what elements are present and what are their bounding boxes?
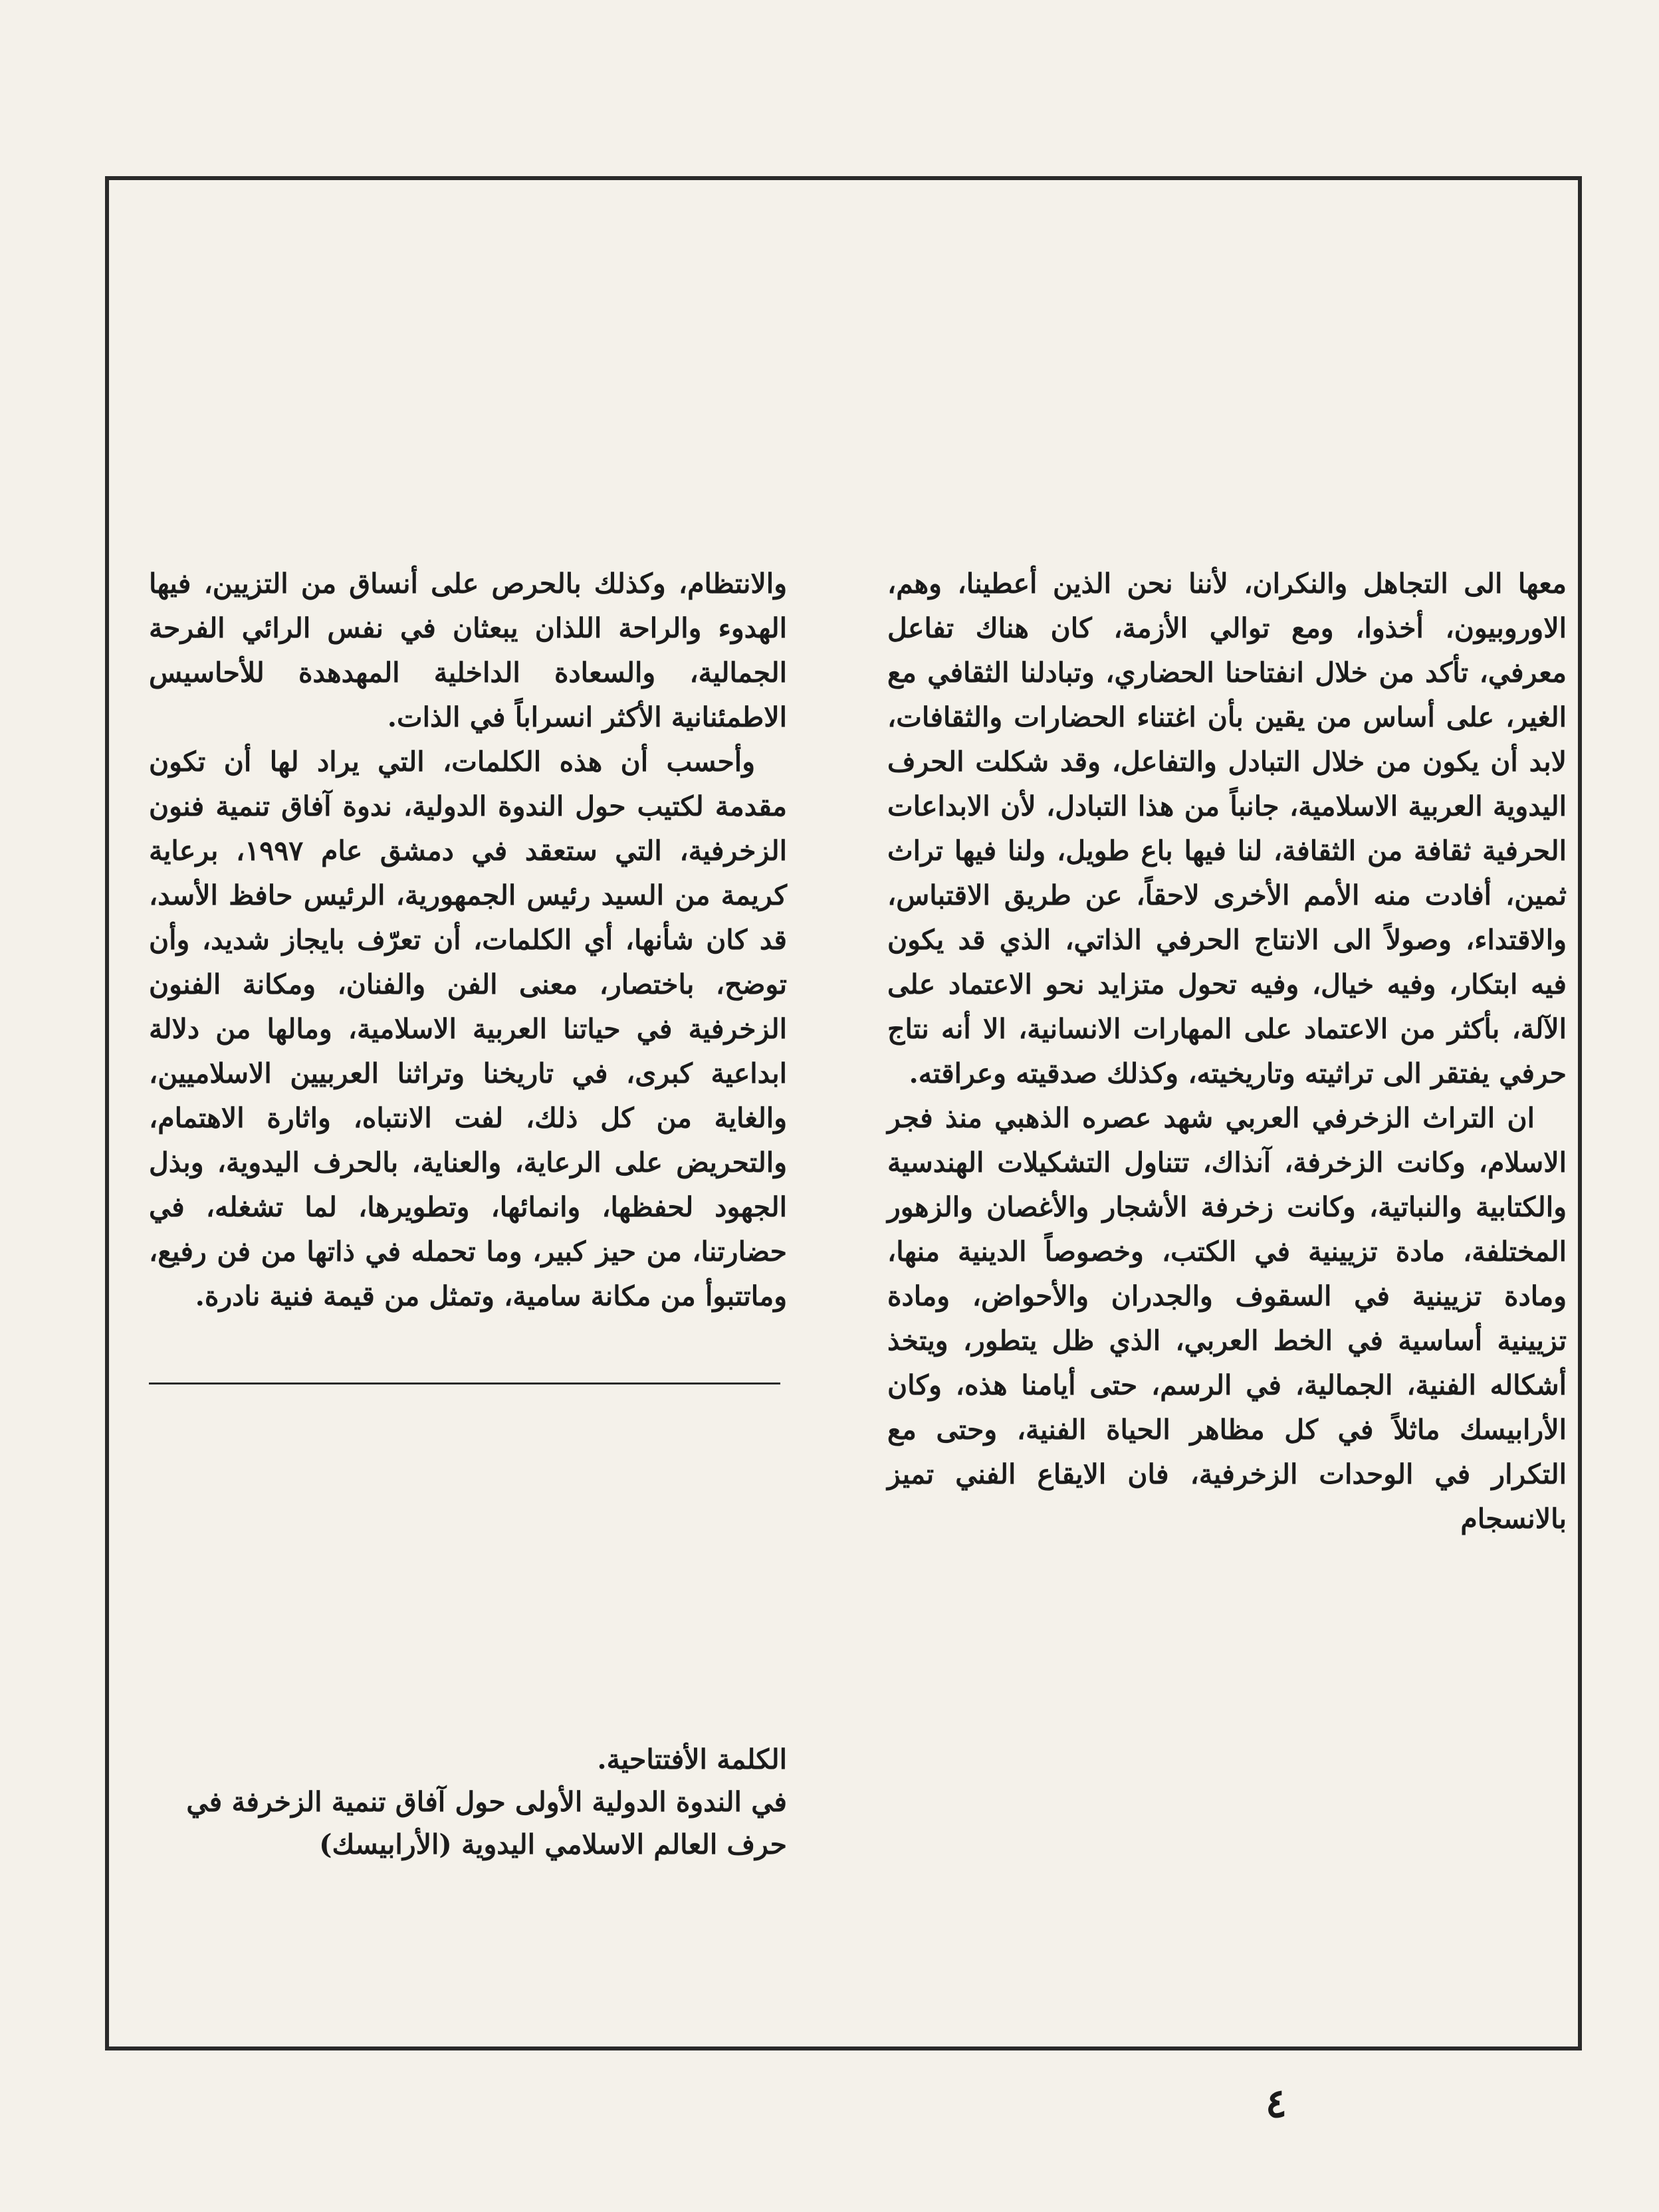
right-paragraph-1: معها الى التجاهل والنكران، لأننا نحن الذين أعطينا، وهم، الاوروبيون، أخذوا، ومع توالي الأزمة، كان هناك تفاعل معرفي، تأكد من خلال انفتاحنا الحضاري، وتبادلنا الثقافي مع الغير، على أساس من يقين بأن اغتناء الحضارات والثقافات، لابد أن يكون من خلال التبادل والتفاعل، وقد شكلت الحرف اليدوية العربية الاسلامية، جانباً من هذا التبادل، لأن الابداعات الحرفية ثقافة من الثقافة، لنا فيها باع طويل، ولنا فيها تراث ثمين، أفادت منه الأمم الأخرى لاحقاً، عن طريق الاقتباس، والاقتداء، وصولاً الى الانتاج الحرفي الذاتي، الذي قد يكون فيه ابتكار، وفيه خيال، وفيه تحول متزايد نحو الاعتماد على الآلة، بأكثر من الاعتماد على المهارات الانسانية، الا أنه نتاج حرفي يفتقر الى تراثيته وتاريخيته، وكذلك صدقيته وعراقته.: [887, 568, 1567, 1089]
left-text-column: [149, 562, 787, 1319]
footnote: [149, 1738, 787, 1866]
right-paragraph-2: ان التراث الزخرفي العربي شهد عصره الذهبي منذ فجر الاسلام، وكانت الزخرفة، آنذاك، تتناول التشكيلات الهندسية والكتابية والنباتية، وكانت زخرفة الأشجار والأغصان والزهور المختلفة، مادة تزيينية في الكتب، وخصوصاً الدينية منها، ومادة تزيينية في السقوف والجدران والأحواض، ومادة تزيينية أساسية في الخط العربي، الذي ظل يتطور، ويتخذ أشكاله الفنية، الجمالية، في الرسم، حتى أيامنا هذه، وكان الأرابيسك ماثلاً في كل مظاهر الحياة الفنية، وحتى مع التكرار في الوحدات الزخرفية، فان الايقاع الفني تميز بالانسجام: [887, 1102, 1567, 1535]
right-text-column: [887, 562, 1567, 1541]
footnote-title: الكلمة الأفتتاحية.: [597, 1743, 787, 1775]
footnote-divider: [149, 1382, 780, 1384]
left-paragraph-1: والانتظام، وكذلك بالحرص على أنساق من التزيين، فيها الهدوء والراحة اللذان يبعثان في نفس الرائي الفرحة الجمالية، والسعادة الداخلية المهدهدة للأحاسيس الاطمئنانية الأكثر انسراباً في الذات.: [149, 568, 787, 733]
footnote-line-2: حرف العالم الاسلامي اليدوية (الأرابيسك): [319, 1828, 787, 1860]
footnote-line-1: في الندوة الدولية الأولى حول آفاق تنمية الزخرفة في: [186, 1786, 787, 1818]
page-number: ٤: [1265, 2080, 1287, 2127]
left-paragraph-2: وأحسب أن هذه الكلمات، التي يراد لها أن تكون مقدمة لكتيب حول الندوة الدولية، ندوة آفاق تنمية فنون الزخرفية، التي ستعقد في دمشق عام ١٩٩٧، برعاية كريمة من السيد رئيس الجمهورية، الرئيس حافظ الأسد، قد كان شأنها، أي الكلمات، أن تعرّف بايجاز شديد، وأن توضح، باختصار، معنى الفن والفنان، ومكانة الفنون الزخرفية في حياتنا العربية الاسلامية، ومالها من دلالة ابداعية كبرى، في تاريخنا وتراثنا العربيين الاسلاميين، والغاية من كل ذلك، لفت الانتباه، واثارة الاهتمام، والتحريض على الرعاية، والعناية، بالحرف اليدوية، وبذل الجهود لحفظها، وانمائها، وتطويرها، لما تشغله، في حضارتنا، من حيز كبير، وما تحمله في ذاتها من فن رفيع، وماتتبوأ من مكانة سامية، وتمثل من قيمة فنية نادرة.: [149, 746, 787, 1312]
